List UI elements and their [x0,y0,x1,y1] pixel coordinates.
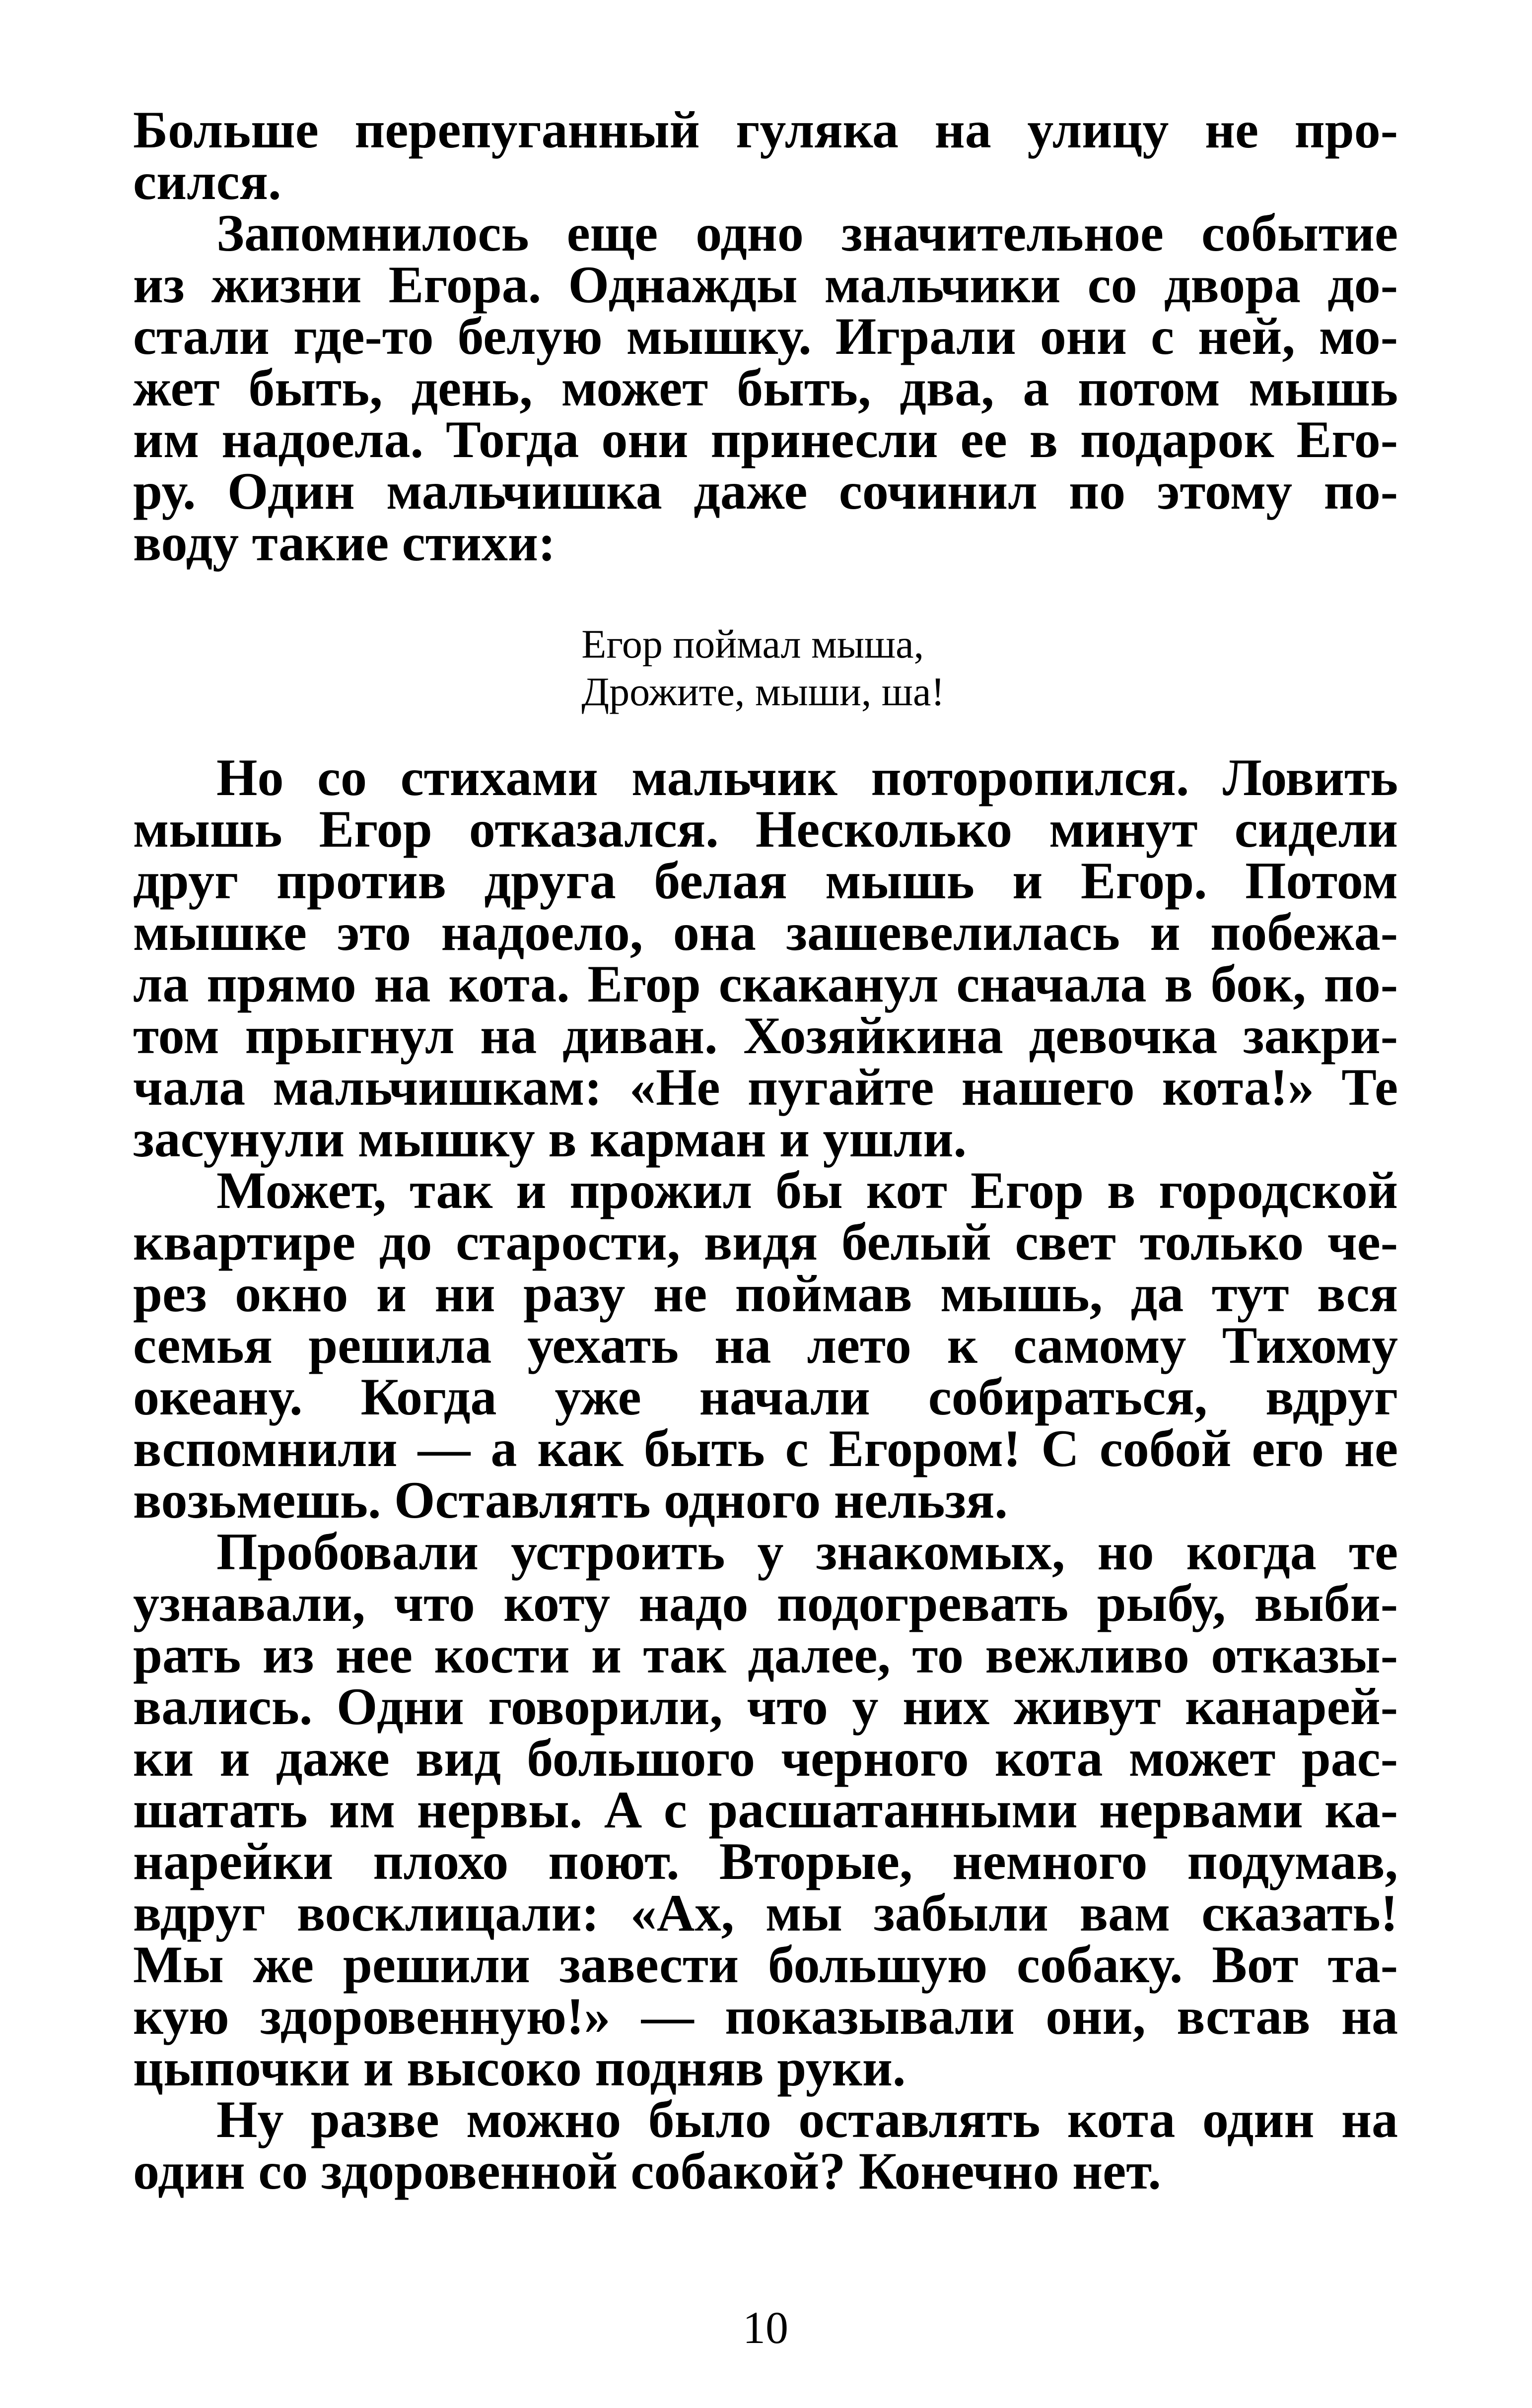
text-line: шатать им нервы. А с расшатанными нервами ка- [133,1781,1398,1839]
text-block-top [133,101,1398,572]
text-line: квартире до старости, видя белый свет только че- [133,1213,1398,1271]
text-line: из жизни Егора. Однажды мальчики со двора до- [133,256,1398,314]
text-line: Запомнилось еще одно значительное событие [216,204,1398,262]
poem-stanza [581,620,945,716]
page-number: 10 [743,2302,788,2353]
text-line: мышь Егор отказался. Несколько минут сидели [133,800,1398,858]
text-line: мышке это надоело, она зашевелилась и побежа- [133,903,1398,961]
poem-line: Дрожите, мыши, ша! [581,669,945,714]
poem-line: Егор поймал мыша, [581,621,924,667]
text-line: Больше перепуганный гуляка на улицу не про- [133,101,1398,159]
text-line: один со здоровенной собакой? Конечно нет. [133,2142,1161,2200]
text-line: друг против друга белая мышь и Егор. Потом [133,852,1398,910]
text-line: Может, так и прожил бы кот Егор в городской [216,1161,1398,1219]
text-line: том прыгнул на диван. Хозяйкина девочка закри- [133,1006,1398,1065]
text-line: Ну разве можно было оставлять кота один на [216,2090,1398,2148]
text-line: вспомнили — а как быть с Егором! С собой его не [133,1419,1398,1477]
poem [133,620,1398,716]
text-line: Мы же решили завести большую собаку. Вот та- [133,1936,1398,1994]
text-line: сился. [133,152,281,210]
text-line: засунули мышку в карман и ушли. [133,1110,967,1168]
text-line: кую здоровенную!» — показывали они, встав на [133,1987,1398,2045]
book-page [133,101,1398,2367]
text-line: Пробовали устроить у знакомых, но когда те [216,1523,1398,1581]
text-line: ки и даже вид большого черного кота может рас- [133,1729,1398,1787]
text-line: стали где-то белую мышку. Играли они с ней, мо- [133,307,1398,365]
text-line: рать из нее кости и так далее, то вежливо отказы- [133,1626,1398,1684]
text-line: жет быть, день, может быть, два, а потом мышь [133,359,1398,417]
text-line: цыпочки и высоко подняв руки. [133,2039,906,2097]
text-line: ру. Один мальчишка даже сочинил по этому по- [133,462,1398,520]
text-line: рез окно и ни разу не поймав мышь, да тут вся [133,1265,1398,1323]
text-line: чала мальчишкам: «Не пугайте нашего кота!» Те [133,1058,1398,1116]
text-line: вались. Одни говорили, что у них живут канарей- [133,1677,1398,1736]
text-line: воду такие стихи: [133,514,556,572]
text-line: семья решила уехать на лето к самому Тихому [133,1316,1398,1374]
text-line: ла прямо на кота. Егор скаканул сначала в бок, по- [133,955,1398,1013]
text-line: узнавали, что коту надо подогревать рыбу, выби- [133,1574,1398,1632]
text-block-main [133,748,1398,2200]
text-line: возьмешь. Оставлять одного нельзя. [133,1471,1008,1529]
text-line: Но со стихами мальчик поторопился. Ловить [216,748,1398,806]
text-line: вдруг восклицали: «Ах, мы забыли вам сказать! [133,1884,1398,1942]
text-line: им надоела. Тогда они принесли ее в подарок Его- [133,410,1398,468]
text-line: океану. Когда уже начали собираться, вдруг [133,1368,1398,1426]
text-line: нарейки плохо поют. Вторые, немного подумав, [133,1832,1398,1890]
